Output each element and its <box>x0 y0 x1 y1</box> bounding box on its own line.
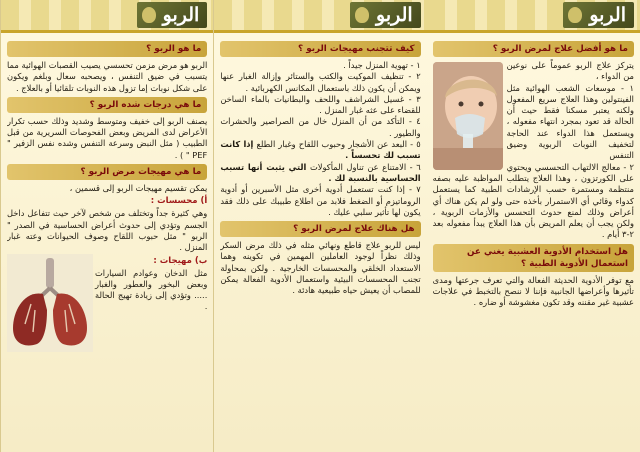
list-item: ٤ - التأكد من أن المنزل خال من الصراصير والحشرات والطيور . <box>220 116 421 138</box>
panel-middle <box>213 0 426 452</box>
asthma-logo: الربو <box>563 2 634 28</box>
asthma-logo: الربو <box>137 2 208 28</box>
paragraph-allergens: وهي كثيرة جداً وتختلف من شخص لآخر حيث تتفاعل داخل الجسم وتؤدي إلى حدوث أعراض الحساسية في الصدر " الربو " مثل حبوب اللقاح وصوف الحيوانات وعته غبار المنزل . <box>7 208 208 253</box>
list-item: ٢ - تنظيف الموكيت والكتب والستائر وإزالة الغبار عنها ويمكن أن يكون ذلك باستعمال المكانس الكهربائية . <box>220 71 421 93</box>
paragraph-bronchodilators: ١ - موسعات الشعب الهوائية مثل الفينتولين وهذا العلاج سريع المفعول ولكنه يعتبر مسكنا فقط حيث أن الحالة قد تعود بمجرد انتهاء مفعوله ، ويستعمل هذا الدواء عند الحاجة لتخفيف النوبات الربوية وضيق التنفس <box>506 82 634 161</box>
paragraph-herbal: مع توفر الأدوية الحديثة الفعالة والتي تعرف جرعتها ومدى تأثيرها وأعراضها الجانبية فإننا لا ننصح بالتخبط في علاجات عشبية غير مقننه وقد تكون مغشوشة أو ضاره . <box>432 274 634 308</box>
subheading-irritants: ب) مهيجات : <box>153 255 208 266</box>
lungs-illustration-icon <box>7 254 93 352</box>
paragraph-cure: ليس للربو علاج قاطع ونهائي مثله في ذلك مرض السكر وذلك نظراً لوجود العاملين المهمين في تكوينه وهما الاستعداد الخلقي والمحسسات الخارجية . ولكن بمحاولة تجنب المحسسات البيئية واستعمال الأدوية الفعالة يمكن للمصاب أن يعيش حياه طبيعية هادئة . <box>220 240 421 296</box>
child-with-mask-icon <box>433 62 503 170</box>
item-text: ٥ - البعد عن الأشجار وحبوب اللقاح وغبار الطلع <box>256 139 421 150</box>
paragraph-treatment-intro: يتركز علاج الربو عموماً على نوعين من الدواء ، <box>506 60 634 82</box>
heading-severity: ما هي درجات شده الربو ؟ <box>7 97 207 113</box>
heading-best-treatment: ما هو أفضل علاج لمرض الربو ؟ <box>433 41 634 57</box>
heading-is-there-cure: هل هناك علاج لمرض الربو ؟ <box>220 221 420 237</box>
heading-avoid-triggers: كيف تتجنب مهيجات الربو ؟ <box>220 41 420 57</box>
subheading-allergens: أ) محسسات : <box>150 196 208 207</box>
item-bold-text: إذا كانت تسبب لك تحسساً . <box>220 139 421 161</box>
item-text: ٦ - الامتناع عن تناول المأكولات <box>309 161 421 172</box>
item-bold-text: التي يثبت أنها تسبب الحساسية بالنسبة لك . <box>220 161 421 183</box>
paragraph-definition: الربو هو مرض مزمن تحسسي يصيب القصبات الهوائية مما يتسبب في ضيق التنفس ، ويصحبه سعال وبلغم ويكون على شكل نوبات إما تزول هذه النوبات تلقائيا أو بالعلاج . <box>7 60 208 93</box>
heading-what-is-asthma: ما هو الربو ؟ <box>7 41 207 57</box>
paragraph-severity: يصنف الربو إلى خفيف ومتوسط وشديد وذلك حسب تكرار الأعراض لدى المريض وبعض الفحوصات السريرية من قبل الطبيب ( مثل النبض وسرعة التنفس وشده نفس الزفير " PEF " ) . <box>7 115 208 160</box>
asthma-logo: الربو <box>350 2 421 28</box>
panel-left <box>427 0 640 452</box>
panel-right <box>0 0 213 452</box>
paragraph-irritants: مثل الدخان وعوادم السيارات وبعض البخور والعطور والغبار ..... وتؤدي إلى زيادة تهيج الحالة . <box>95 267 208 312</box>
heading-triggers: ما هي مهيجات مرض الربو ؟ <box>7 164 207 180</box>
list-item <box>220 162 420 185</box>
paragraph-triggers-intro: يمكن تقسيم مهيجات الربو إلى قسمين ، <box>69 183 208 194</box>
heading-herbal-medicine: هل استخدام الأدوية العشبية يغني عن استعمال الأدوية الطبية ؟ <box>433 244 634 272</box>
child-inhaler-photo <box>433 62 503 170</box>
list-item <box>220 139 420 162</box>
paragraph-anti-inflammatory: ٢ - معالج الالتهاب التحسسي ويحتوي على الكورتزون ، وهذا العلاج يتطلب المواظبة عليه بصفه منتظمة ومستمرة حسب الإرشادات الطبية كما يستعمل كدواء وقائي أي الاستمرار بأخذه حتى ولو لم يكن هناك أي أعراض وذلك لمنع حدوث التحسس والأزمات الربوية ، ولكن يجب أن يعلم المريض بأن هذا العلاج يبدأ مفعوله بعد ٢-٣ أيام . <box>432 161 634 240</box>
list-item: ١ - تهوية المنزل جيداً . <box>343 60 421 70</box>
list-item: ٣ - غسيل الشراشف واللحف والبطانيات بالماء الساخن للقضاء على عثه غبار المنزل . <box>220 93 421 116</box>
list-item: ٧ - إذا كنت تستعمل أدوية أخرى مثل الأسبرين أو أدوية الروماتيزم أو الضغط فلابد من اطلاع طبيبك على ذلك فقد يكون لها تأثير سلبي عليك . <box>220 184 421 217</box>
avoidance-list <box>220 60 420 218</box>
